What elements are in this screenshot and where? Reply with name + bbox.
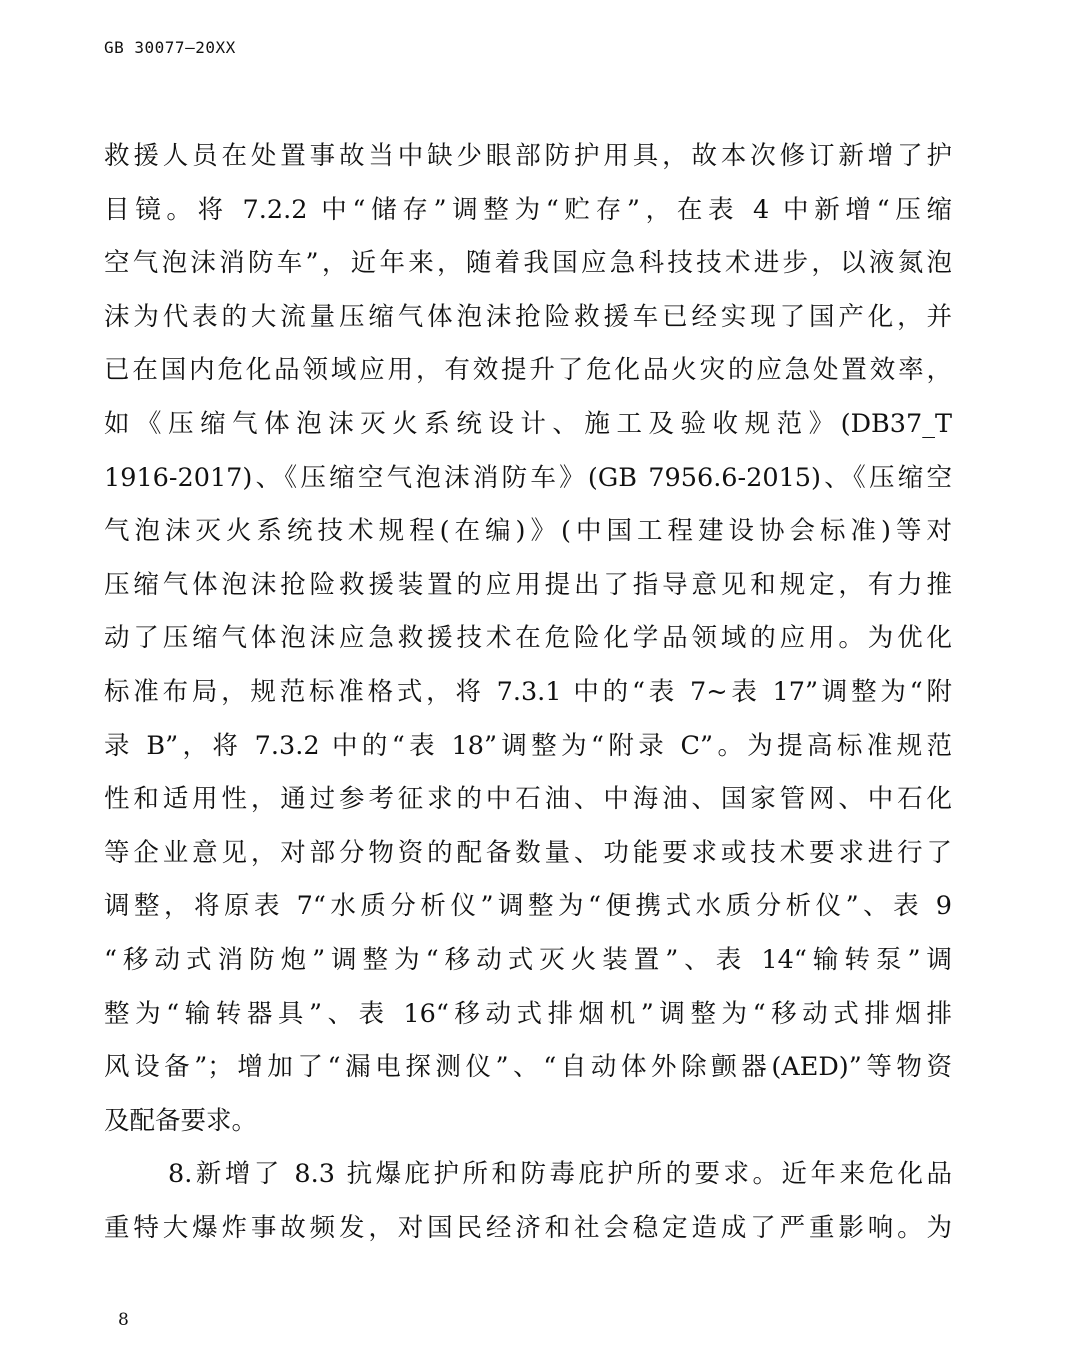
text-line: “移动式消防炮”调整为“移动式灭火装置”、表 14“输转泵”调 bbox=[104, 944, 952, 975]
text-line: 动了压缩气体泡沫应急救援技术在危险化学品领域的应用。为优化 bbox=[104, 623, 952, 654]
text-line: 空气泡沫消防车”，近年来，随着我国应急科技技术进步，以液氮泡 bbox=[104, 248, 952, 279]
text-line: 已在国内危化品领域应用，有效提升了危化品火灾的应急处置效率， bbox=[104, 355, 952, 386]
body-text bbox=[104, 130, 952, 1255]
text-line: 沫为代表的大流量压缩气体泡沫抢险救援车已经实现了国产化，并 bbox=[104, 301, 952, 332]
text-line: 救援人员在处置事故当中缺少眼部防护用具，故本次修订新增了护 bbox=[104, 141, 952, 171]
text-line: 8.新增了 8.3 抗爆庇护所和防毒庇护所的要求。近年来危化品 bbox=[168, 1159, 952, 1190]
standard-number-header: GB 30077—20XX bbox=[104, 38, 236, 57]
text-line: 标准布局，规范标准格式，将 7.3.1 中的“表 7~表 17”调整为“附 bbox=[104, 676, 952, 707]
text-line: 压缩气体泡沫抢险救援装置的应用提出了指导意见和规定，有力推 bbox=[104, 569, 952, 600]
text-line: 如《压缩气体泡沫灭火系统设计、施工及验收规范》(DB37_T bbox=[104, 408, 952, 439]
text-line: 调整，将原表 7“水质分析仪”调整为“便携式水质分析仪”、表 9 bbox=[104, 891, 952, 922]
text-line: 风设备”；增加了“漏电探测仪”、“自动体外除颤器(AED)”等物资 bbox=[104, 1052, 952, 1083]
text-line: 重特大爆炸事故频发，对国民经济和社会稳定造成了严重影响。为 bbox=[104, 1212, 952, 1243]
text-line: 等企业意见，对部分物资的配备数量、功能要求或技术要求进行了 bbox=[104, 837, 952, 868]
text-line: 目镜。将 7.2.2 中“储存”调整为“贮存”，在表 4 中新增“压缩 bbox=[104, 194, 952, 225]
text-line: 整为“输转器具”、表 16“移动式排烟机”调整为“移动式排烟排 bbox=[104, 998, 952, 1029]
text-line: 及配备要求。 bbox=[104, 1105, 258, 1136]
text-line: 气泡沫灭火系统技术规程(在编)》(中国工程建设协会标准)等对 bbox=[104, 516, 952, 547]
page-number: 8 bbox=[118, 1310, 129, 1330]
text-line: 1916-2017)、《压缩空气泡沫消防车》(GB 7956.6-2015)、《压缩空 bbox=[104, 462, 952, 493]
text-line: 性和适用性，通过参考征求的中石油、中海油、国家管网、中石化 bbox=[104, 784, 952, 815]
text-line: 录 B”，将 7.3.2 中的“表 18”调整为“附录 C”。为提高标准规范 bbox=[104, 730, 952, 761]
